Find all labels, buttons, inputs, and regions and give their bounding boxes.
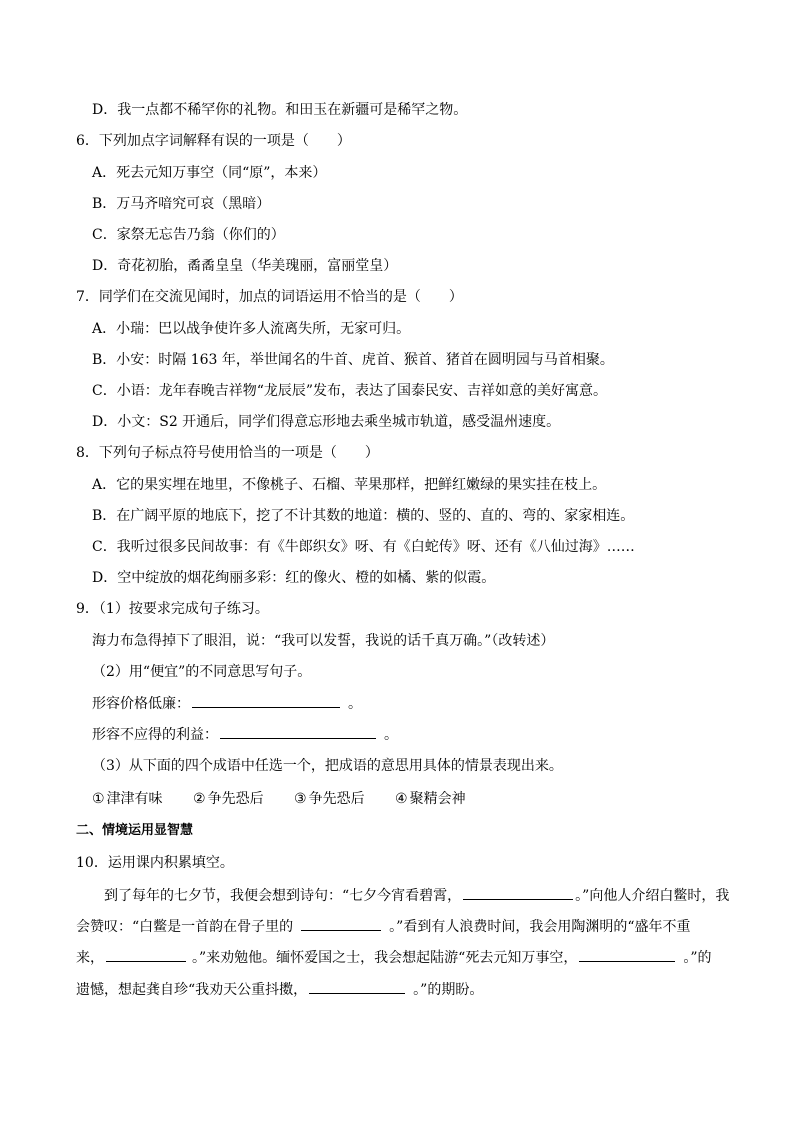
question-10-stem: 10．运用课内积累填空。 xyxy=(76,855,234,871)
question-10-line-2: 会赞叹：“白鳖是一首韵在骨子里的 。”看到有人浪费时间，我会用陶渊明的“盛年不重 xyxy=(76,916,691,937)
question-10-line-4: 遗憾，想起龚自珍“我劝天公重抖擞， 。”的期盼。 xyxy=(76,979,483,1000)
fill-blank-2[interactable] xyxy=(301,916,381,931)
question-9-meaning-1-row xyxy=(92,693,362,714)
question-9-stem: 9．（1）按要求完成句子练习。 xyxy=(76,601,269,617)
question-8-stem: 8．下列句子标点符号使用恰当的一项是（ ） xyxy=(76,445,379,461)
idiom-options xyxy=(92,789,492,809)
fill-blank-1[interactable] xyxy=(463,885,573,900)
idiom-option-3[interactable]: ③ 争先恐后 xyxy=(294,791,365,807)
question-10-line-1: 到了每年的七夕节，我便会想到诗句：“七夕今宵看碧霄， 。”向他人介绍白鳖时，我 xyxy=(104,885,729,906)
question-6-option-d: D．奇花初胎，矞矞皇皇（华美瑰丽，富丽堂皇） xyxy=(92,258,398,274)
question-6-option-b: B．万马齐喑究可哀（黑暗） xyxy=(92,196,271,212)
question-6-stem: 6．下列加点字词解释有误的一项是（ ） xyxy=(76,133,351,149)
question-7-option-c: C．小语：龙年春晚吉祥物“龙辰辰”发布，表达了国泰民安、吉祥如意的美好寓意。 xyxy=(92,383,608,399)
question-6-option-c: C．家祭无忘告乃翁（你们的） xyxy=(92,227,285,243)
question-9-part-2: （2）用“便宜”的不同意思写句子。 xyxy=(92,664,312,680)
question-6-option-a: A．死去元知万事空（同“原”，本来） xyxy=(92,165,327,181)
meaning-1-blank[interactable] xyxy=(192,693,340,708)
meaning-2-label: 形容不应得的利益： xyxy=(92,727,218,743)
idiom-option-4[interactable]: ④ 聚精会神 xyxy=(395,791,466,807)
meaning-2-period: 。 xyxy=(384,727,398,743)
question-9-sentence: 海力布急得掉下了眼泪，说：“我可以发誓，我说的话千真万确。”（改转述） xyxy=(92,633,555,649)
question-8-option-a: A．它的果实埋在地里，不像桃子、石榴、苹果那样，把鲜红嫩绿的果实挂在枝上。 xyxy=(92,477,607,493)
meaning-1-label: 形容价格低廉： xyxy=(92,696,190,712)
question-7-option-d: D．小文：S2 开通后，同学们得意忘形地去乘坐城市轨道，感受温州速度。 xyxy=(92,414,561,430)
meaning-2-blank[interactable] xyxy=(220,724,376,739)
question-7-stem: 7．同学们在交流见闻时，加点的词语运用不恰当的是（ ） xyxy=(76,289,463,305)
question-9-part-3: （3）从下面的四个成语中任选一个，把成语的意思用具体的情景表现出来。 xyxy=(92,758,563,774)
question-8-option-b: B．在广阔平原的地底下，挖了不计其数的地道：横的、竖的、直的、弯的、家家相连。 xyxy=(92,508,635,524)
idiom-option-2[interactable]: ② 争先恐后 xyxy=(193,791,264,807)
question-8-option-c: C．我听过很多民间故事：有《牛郎织女》呀、有《白蛇传》呀、还有《八仙过海》…… xyxy=(92,539,635,555)
question-8-option-d: D．空中绽放的烟花绚丽多彩：红的像火、橙的如橘、紫的似霞。 xyxy=(92,570,496,586)
question-9-meaning-2-row xyxy=(92,724,398,745)
question-7-option-b: B．小安：时隔 163 年，举世闻名的牛首、虎首、猴首、猪首在圆明园与马首相聚。 xyxy=(92,352,614,368)
section-2-title: 二、情境运用显智慧 xyxy=(76,823,194,838)
question-5-option-d: D．我一点都不稀罕你的礼物。和田玉在新疆可是稀罕之物。 xyxy=(92,102,468,118)
meaning-1-period: 。 xyxy=(348,696,362,712)
question-10-line-3: 来， 。”来劝勉他。缅怀爱国之士，我会想起陆游“死去元知万事空， 。”的 xyxy=(76,947,712,968)
fill-blank-5[interactable] xyxy=(309,979,405,994)
question-7-option-a: A．小瑞：巴以战争使许多人流离失所，无家可归。 xyxy=(92,321,411,337)
fill-blank-4[interactable] xyxy=(579,947,675,962)
fill-blank-3[interactable] xyxy=(106,947,186,962)
idiom-option-1[interactable]: ① 津津有味 xyxy=(92,791,163,807)
